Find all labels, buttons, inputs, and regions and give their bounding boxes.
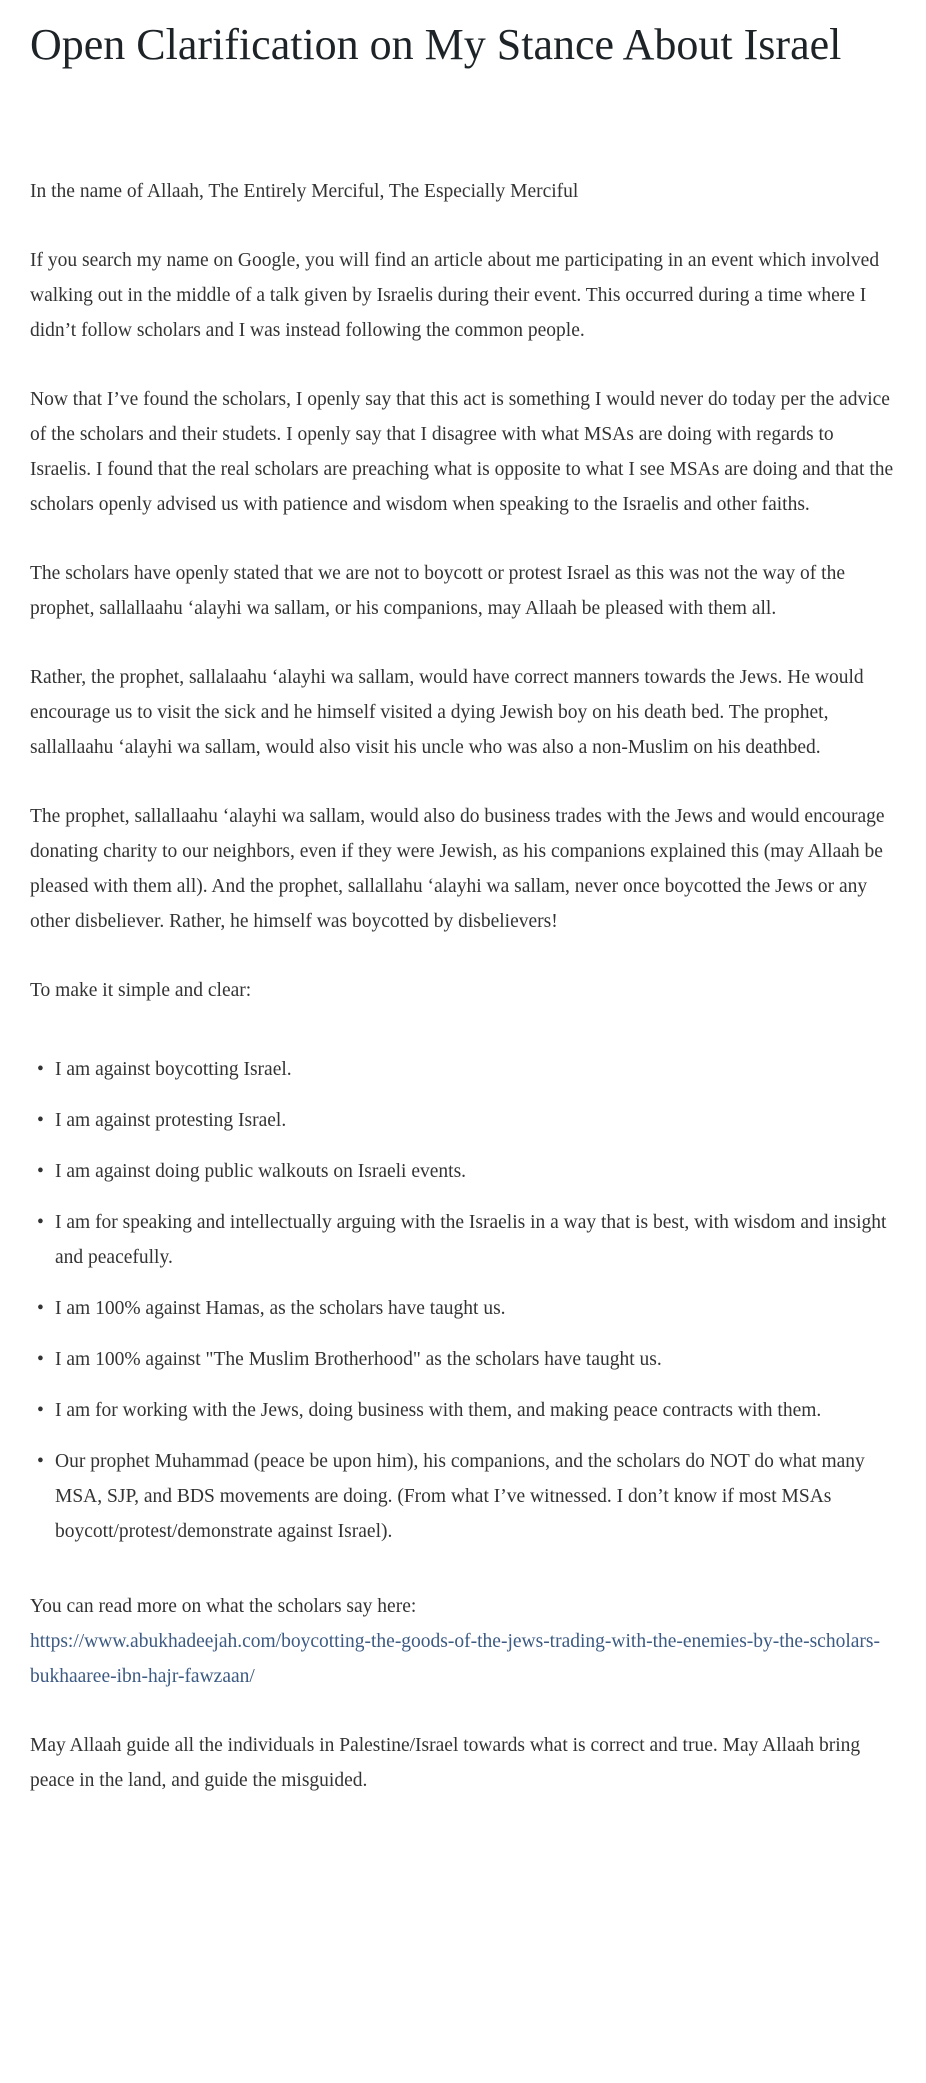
read-more-paragraph	[30, 1589, 898, 1694]
body-paragraph-3: The scholars have openly stated that we are not to boycott or protest Israel as this was not the way of the prophet, sallallaahu ‘alayhi wa sallam, or his companions, may Allaah be pleased with them all.	[30, 563, 845, 619]
page-title: Open Clarification on My Stance About Israel	[30, 20, 842, 69]
list-item-movements: • Our prophet Muhammad (peace be upon him), his companions, and the scholars do NOT do what many MSA, SJP, and BDS movements are doing. (From what I’ve witnessed. I don’t know if most MSAs boycott/protest/demonstrate against Israel).	[30, 1444, 898, 1549]
list-item-working: • I am for working with the Jews, doing business with them, and making peace contracts with them.	[30, 1393, 898, 1428]
list-item-brotherhood: • I am 100% against "The Muslim Brotherhood" as the scholars have taught us.	[30, 1342, 898, 1377]
list-item-hamas: • I am 100% against Hamas, as the scholars have taught us.	[30, 1291, 898, 1326]
list-intro: To make it simple and clear:	[30, 980, 252, 1001]
body-paragraph-2: Now that I’ve found the scholars, I openly say that this act is something I would never do today per the advice of the scholars and their studets. I openly say that I disagree with what MSAs are doing with regards to Israelis. I found that the real scholars are preaching what is opposite to what I see MSAs are doing and that the scholars openly advised us with patience and wisdom when speaking to the Israelis and other faiths.	[30, 389, 894, 515]
body-paragraph-4: Rather, the prophet, sallalaahu ‘alayhi wa sallam, would have correct manners towards the Jews. He would encourage us to visit the sick and he himself visited a dying Jewish boy on his death bed. The prophet, sallallaahu ‘alayhi wa sallam, would also visit his uncle who was also a non-Muslim on his deathbed.	[30, 667, 864, 758]
body-paragraph-5: The prophet, sallallaahu ‘alayhi wa sallam, would also do business trades with the Jews and would encourage donating charity to our neighbors, even if they were Jewish, as his companions explained this (may Allaah be pleased with them all). And the prophet, sallallahu ‘alayhi wa sallam, never once boycotted the Jews or any other disbeliever. Rather, he himself was boycotted by disbelievers!	[30, 806, 885, 932]
scholars-article-link[interactable]: https://www.abukhadeejah.com/boycotting-the-goods-of-the-jews-trading-with-the-enemies-by-the-scholars-bukhaaree-ibn-hajr-fawzaan/	[30, 1631, 880, 1687]
list-item-walkouts: • I am against doing public walkouts on Israeli events.	[30, 1154, 898, 1189]
read-more-label: You can read more on what the scholars say here:	[30, 1596, 417, 1617]
closing-paragraph: May Allaah guide all the individuals in Palestine/Israel towards what is correct and true. May Allaah bring peace in the land, and guide the misguided.	[30, 1735, 861, 1791]
stance-list	[30, 1052, 898, 1549]
body-paragraph-1: If you search my name on Google, you will find an article about me participating in an event which involved walking out in the middle of a talk given by Israelis during their event. This occurred during a time where I didn’t follow scholars and I was instead following the common people.	[30, 250, 880, 341]
list-item-speaking: • I am for speaking and intellectually arguing with the Israelis in a way that is best, with wisdom and insight and peacefully.	[30, 1205, 898, 1275]
basmala-paragraph: In the name of Allaah, The Entirely Merciful, The Especially Merciful	[30, 181, 579, 202]
list-item-protesting: • I am against protesting Israel.	[30, 1103, 898, 1138]
list-item-boycotting: • I am against boycotting Israel.	[30, 1052, 898, 1087]
